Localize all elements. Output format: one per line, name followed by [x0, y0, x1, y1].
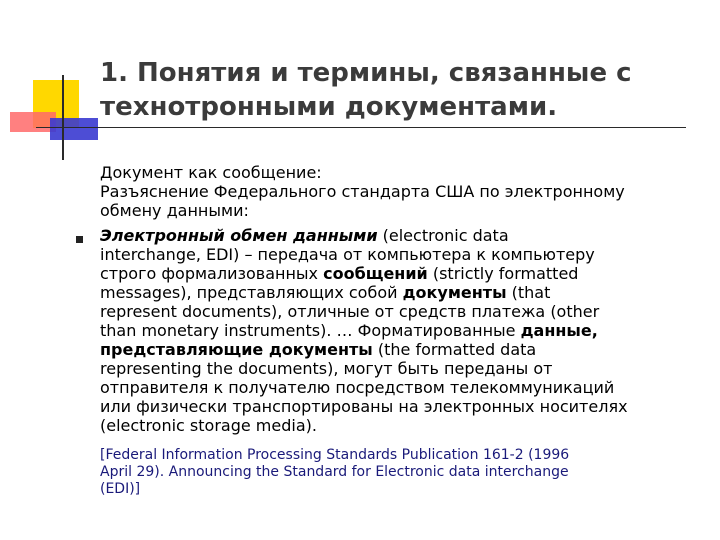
para-line-3	[100, 264, 700, 283]
para-line-6	[100, 321, 700, 340]
reference-line-2: April 29). Announcing the Standard for Electronic data interchange	[100, 464, 569, 480]
decor-blue-bar	[50, 118, 98, 140]
para-text: messages), представляющих собой	[100, 283, 403, 302]
intro-line-3: обмену данными:	[100, 201, 249, 220]
para-text: строго формализованных	[100, 264, 324, 283]
para-line-8: representing the documents), могут быть переданы от	[100, 359, 553, 378]
intro-line-1: Документ как сообщение:	[100, 163, 322, 182]
reference-line-3: (EDI)]	[100, 481, 141, 497]
reference-citation	[100, 447, 700, 498]
para-line-10: или физически транспортированы на электронных носителях	[100, 397, 628, 416]
para-text: than monetary instruments). … Форматированные	[100, 321, 521, 340]
title-underline	[36, 127, 686, 128]
title-line-2: технотронными документами.	[100, 92, 558, 122]
title-line-1: 1. Понятия и термины, связанные с	[100, 58, 632, 88]
para-text: (the formatted data	[372, 340, 537, 359]
bold-term: представляющие документы	[100, 340, 373, 359]
para-line-9: отправителя к получателю посредством телекоммуникаций	[100, 378, 615, 397]
para-line-2: interchange, EDI) – передача от компьютера к компьютеру	[100, 245, 595, 264]
para-line-1	[100, 226, 700, 245]
bold-term: данные,	[520, 321, 598, 340]
reference-line-1: [Federal Information Processing Standards Publication 161-2 (1996	[100, 447, 570, 463]
para-line-4	[100, 283, 700, 302]
decor-vertical-line	[62, 75, 64, 160]
bold-term: сообщений	[323, 264, 428, 283]
intro-line-2: Разъяснение Федерального стандарта США по электронному	[100, 182, 625, 201]
slide-body	[100, 163, 700, 435]
bullet-square-icon	[76, 236, 83, 243]
para-text: (electronic data	[377, 226, 509, 245]
para-line-11: (electronic storage media).	[100, 416, 317, 435]
bold-term: документы	[402, 283, 507, 302]
para-text: (strictly formatted	[427, 264, 579, 283]
term-edi: Электронный обмен данными	[100, 226, 378, 245]
para-text: (that	[506, 283, 551, 302]
para-line-7	[100, 340, 700, 359]
para-line-5: represent documents), отличные от средств платежа (other	[100, 302, 600, 321]
slide-title	[100, 56, 700, 124]
